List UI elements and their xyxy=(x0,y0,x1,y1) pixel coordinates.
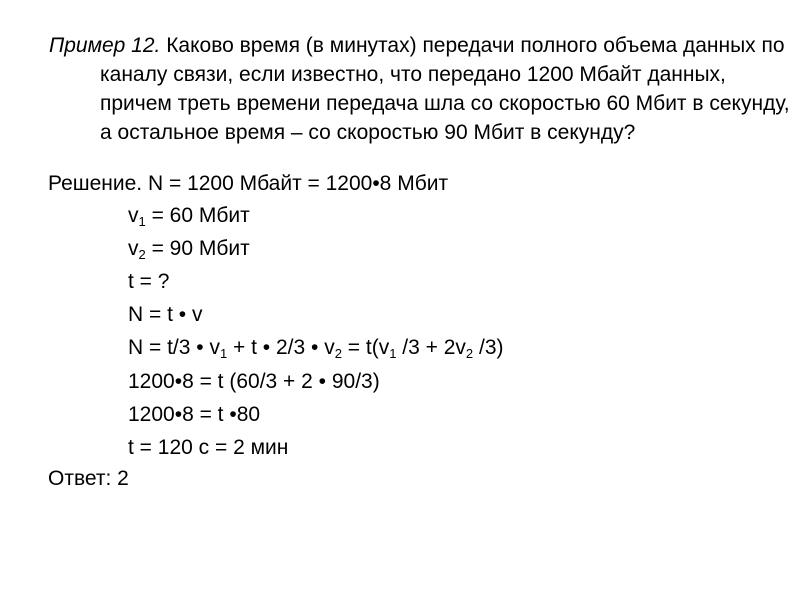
expand-sub-1: 1 xyxy=(219,346,228,361)
expand-part-5: /3) xyxy=(473,336,504,359)
v2-value: = 90 Мбит xyxy=(145,237,250,260)
base-formula: N = t • v xyxy=(128,303,203,326)
v1-subscript: 1 xyxy=(138,214,146,229)
problem-text: Каково время (в минутах) передачи полного объема данных по каналу связи, если известно, что передано 1200 Мбайт данных, причем треть времени передача шла со скоростью 60 Мбит в секунду, а остальное время – со скоростью 90 Мбит в секунду? xyxy=(100,34,790,144)
given-v1 xyxy=(128,203,250,229)
v2-subscript: 2 xyxy=(138,247,146,262)
v2-symbol: v xyxy=(128,237,139,260)
expand-sub-3: 1 xyxy=(389,346,397,361)
expand-part-1: N = t/3 • v xyxy=(128,336,220,359)
substituted-formula: 1200•8 = t (60/3 + 2 • 90/3) xyxy=(128,370,380,393)
expanded-formula xyxy=(128,335,504,361)
problem-lead: Пример 12. xyxy=(49,34,161,57)
problem-statement xyxy=(49,31,800,147)
expand-part-4: /3 + 2v xyxy=(396,336,466,359)
simplified-formula: 1200•8 = t •80 xyxy=(128,403,261,426)
v1-symbol: v xyxy=(128,204,139,227)
unknown-t: t = ? xyxy=(128,270,170,293)
result-line: t = 120 с = 2 мин xyxy=(128,436,289,459)
given-v2 xyxy=(128,236,250,262)
expand-part-2: + t • 2/3 • v xyxy=(227,336,335,359)
expand-sub-2: 2 xyxy=(334,346,342,361)
v1-value: = 60 Мбит xyxy=(145,204,250,227)
answer-line: Ответ: 2 xyxy=(48,467,129,490)
solution-heading: Решение. N = 1200 Мбайт = 1200•8 Мбит xyxy=(48,172,449,195)
expand-sub-4: 2 xyxy=(465,346,474,361)
expand-part-3: = t(v xyxy=(341,336,390,359)
